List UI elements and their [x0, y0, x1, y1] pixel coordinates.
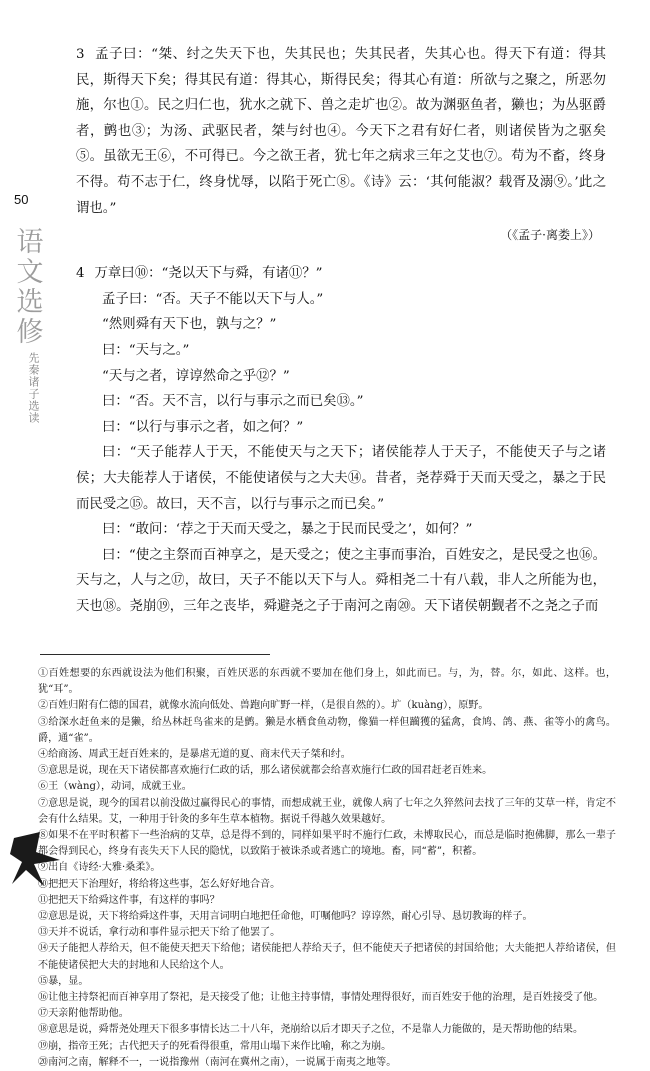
footnote-item: ⑰天亲附他帮助他。: [38, 1008, 129, 1020]
passage-4-line-3: “然则舜有天下也，孰与之？”: [102, 317, 277, 333]
vertical-book-title: [8, 228, 52, 348]
passage-4-line-6: 曰：“否。天不言，以行与事示之而已矣⑬。”: [102, 394, 364, 410]
footnote-item: ⑤意思是说，现在天下诸侯都喜欢施行仁政的话，那么诸侯就都会给喜欢施行仁政的国君赶老百姓来。: [38, 765, 493, 777]
passage-3-text: [76, 42, 606, 221]
footnote-item: ⑦意思是说，现今的国君以前没做过赢得民心的事情，而想成就王业，就像人病了七年之久猝然问去找了三年的艾草一样，肯定不会有什么结果。艾，一种用于针灸的多年生草本植物。据说千得越久效果越好。: [38, 797, 616, 825]
page-number: 50: [14, 192, 29, 207]
book-title-char-1: 语: [16, 227, 44, 258]
passage-3: [76, 42, 606, 247]
footnote-item: ⑯让他主持祭祀而百神享用了祭祀，是天接受了他；让他主持事情，事情处理得很好，而百姓安于他的治理，是百姓接受了他。: [38, 992, 604, 1004]
passage-4-marker: 4: [76, 266, 85, 282]
footnote-item: ④给商汤、周武王赶百姓来的，是暴虐无道的夏、商末代天子桀和纣。: [38, 749, 351, 761]
footnotes-block: [38, 666, 616, 1071]
passage-4-line-10: 曰：“使之主祭而百神享之，是天受之；使之主事而事治，百姓安之，是民受之也⑯。天与之，人与之⑰，故曰，天子不能以天下与人。舜相尧二十有八载，非人之所能为也，天也⑱。尧崩⑲，三年之丧毕，舜避尧之子于南河之南⑳。天下诸侯朝觐者不之尧之子而: [76, 547, 606, 614]
footnote-item: ⑫意思是说，天下将给舜这件事，天用言词明白地把任命他，叮嘱他吗？谆谆然，耐心引导、恳切教诲的样子。: [38, 911, 533, 923]
book-title-char-2: 文: [16, 257, 44, 288]
passage-4-line-1-text: 万章曰⑩：“尧以天下与舜，有诸⑪？”: [94, 266, 323, 282]
passage-3-marker: 3: [76, 47, 85, 62]
footnote-item: ⑪把把天下给舜这件事，有这样的事吗？: [38, 894, 220, 906]
vertical-series-subtitle: 先秦诸子选读: [27, 352, 40, 424]
passage-4-line-2: 孟子曰：“否。天子不能以天下与人。”: [102, 291, 324, 307]
passage-4: [76, 261, 606, 619]
footnote-item: ②百姓归附有仁德的国君，就像水流向低处、兽跑向旷野一样，（是很自然的）。圹（kuàng），原野。: [38, 700, 489, 712]
passage-3-body: 孟子曰：“桀、纣之失天下也，失其民也；失其民者，失其心也。得天下有道：得其民，斯得天下矣；得其民有道：得其心，斯得民矣；得其心有道：所欲与之聚之，所恶勿施，尔也①。民之归仁也，犹水之就下、兽之走圹也②。故为渊驱鱼者，獭也；为丛驱爵者，鹯也③；为汤、武驱民者，桀与纣也④。今天下之君有好仁者，则诸侯皆为之驱矣⑤。虽欲无王⑥，不可得已。今之欲王者，犹七年之病求三年之艾也⑦。苟为不畜，终身不得。苟不志于仁，终身忧辱，以陷于死亡⑧。《诗》云：‘其何能淑？载胥及溺⑨。’此之谓也。”: [76, 47, 606, 216]
footnote-item: ⑧如果不在平时积蓄下一些治病的艾草，总是得不到的，同样如果平时不施行仁政，未博取民心，而总是临时抱佛脚，那么一辈子都会得到民心，终身有丧失天下人民的隐忧，以致陷于被诛杀或者逃亡的境地。畜，同“蓄”，积蓄。: [38, 830, 616, 858]
footnote-item: ①百姓想要的东西就设法为他们积聚，百姓厌恶的东西就不要加在他们身上，如此而已。与，为，替。尔，如此、这样。也，犹“耳”。: [38, 668, 616, 696]
passage-4-line-4: 曰：“天与之。”: [102, 342, 190, 358]
footnote-item: ⑭天子能把人荐给天，但不能使天把天下给他；诸侯能把人荐给天子，但不能使天子把诸侯的封国给他；大夫能把人荐给诸侯，但不能使诸侯把大夫的封地和人民给这个人。: [38, 943, 616, 971]
book-title-char-4: 修: [16, 317, 44, 348]
footnote-divider: [40, 654, 270, 655]
footnote-item: ⑱意思是说，舜帮尧处理天下很多事情长达二十八年，尧崩给以后才即天子之位，不是靠人力能做的，是天帮助他的结果。: [38, 1024, 584, 1036]
footnote-item: ⑲崩，指帝王死；古代把天子的死看得很重，常用山塌下来作比喻，称之为崩。: [38, 1040, 392, 1052]
footnote-item: ⑩把把天下治理好，将给将这些事，怎么好好地合音。: [38, 878, 281, 890]
footnote-item: ⑬天并不说话，拿行动和事件显示把天下给了他罢了。: [38, 927, 281, 939]
book-title-char-3: 选: [16, 287, 44, 318]
passage-4-line-5: “天与之者，谆谆然命之乎⑫？”: [102, 368, 290, 384]
passage-3-citation: （《孟子·离娄上》）: [500, 228, 600, 243]
footnote-item: ⑳南河之南，解释不一，一说指豫州（南河在冀州之南），一说属于南夷之地等。: [38, 1056, 397, 1068]
passage-4-line-8: 曰：“天子能荐人于天，不能使天与之天下；诸侯能荐人于天子，不能使天子与之诸侯；大夫能荐人于诸侯，不能使诸侯与之大夫⑭。昔者，尧荐舜于天而天受之，暴之于民而民受之⑮。故曰，天不言，以行与事示之而已矣。”: [76, 445, 606, 512]
footnote-item: ⑨出自《诗经·大雅·桑柔》。: [38, 862, 161, 874]
passage-4-line-7: 曰：“以行与事示之者，如之何？”: [102, 419, 304, 435]
footnote-item: ⑮暴，显。: [38, 975, 89, 987]
main-text-column: [76, 42, 606, 619]
passage-4-line-1: [76, 261, 606, 287]
footnote-item: ⑥王（wàng），动词，成就王业。: [38, 781, 192, 793]
footnote-item: ③给深水赶鱼来的是獭，给丛林赶鸟雀来的是鹯。獭是水栖食鱼动物，像猫一样但躏獲的猛禽，食鸠、鸽、燕、雀等小的禽鸟。爵，通“雀”。: [38, 716, 616, 744]
passage-4-line-9: 曰：“敢问：‘荐之于天而天受之，暴之于民而民受之’，如何？”: [102, 522, 473, 538]
